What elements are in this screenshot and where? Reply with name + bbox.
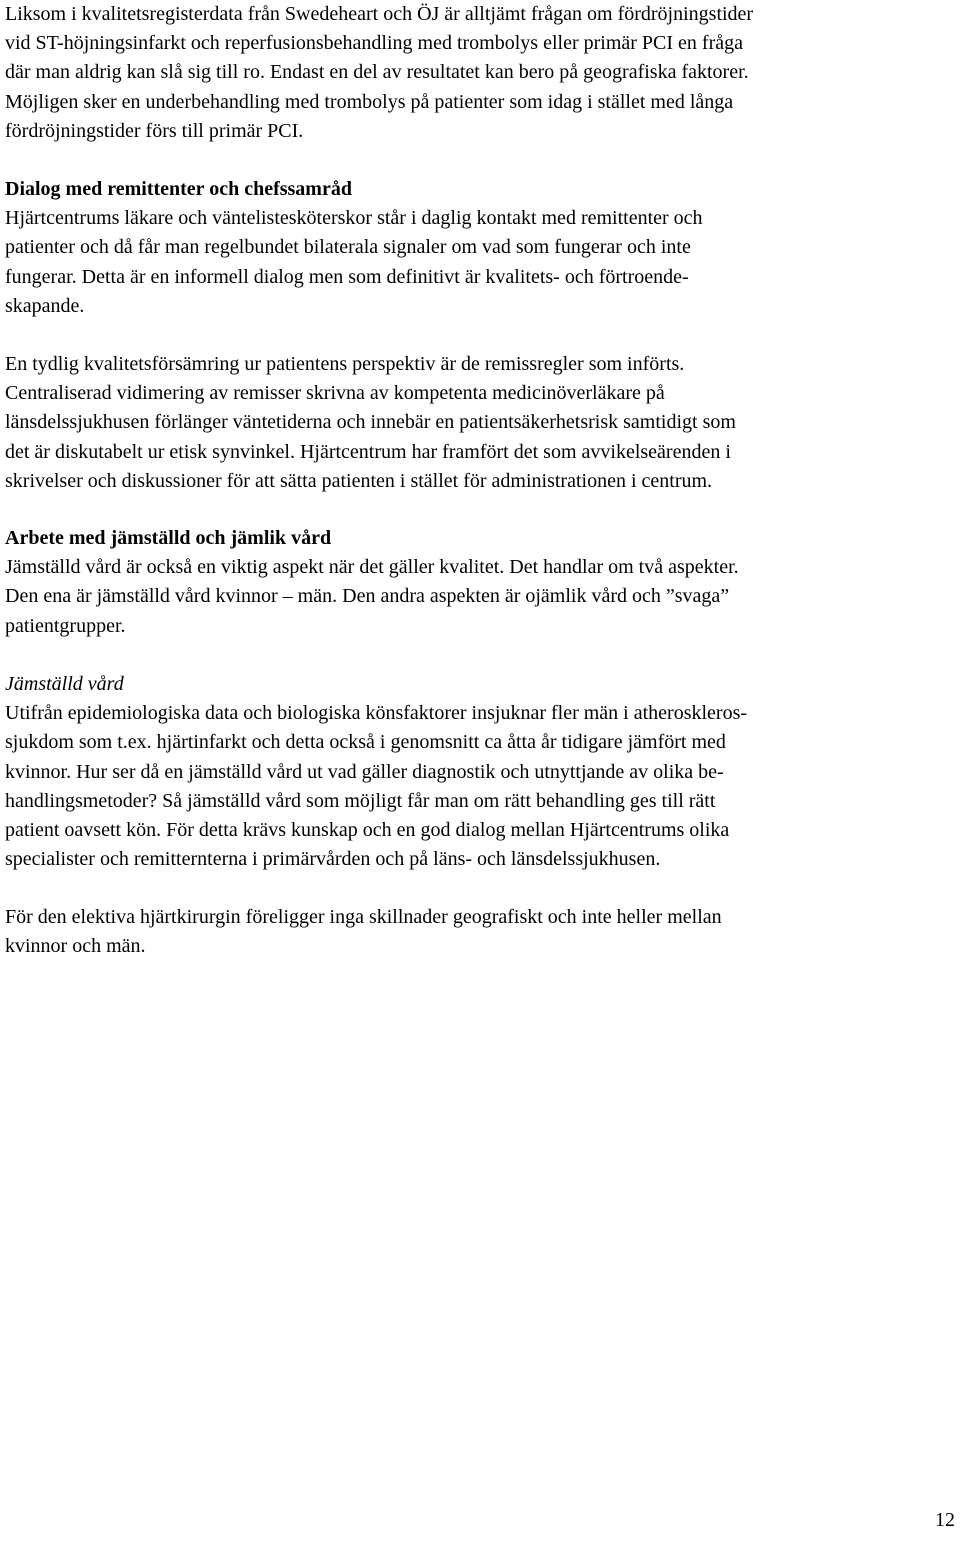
text-line: För den elektiva hjärtkirurgin föreligger inga skillnader geografiskt och inte heller mellan: [5, 906, 722, 928]
text-line: länsdelssjukhusen förlänger väntetiderna och innebär en patientsäkerhetsrisk samtidigt som: [5, 411, 736, 434]
paragraph-remissregler: [5, 350, 940, 496]
text-line: patientgrupper.: [5, 614, 126, 637]
text-line: fördröjningstider förs till primär PCI.: [5, 119, 304, 142]
text-line: patienter och då får man regelbundet bilaterala signaler om vad som fungerar och inte: [5, 236, 691, 259]
text-line: handlingsmetoder? Så jämställd vård som möjligt får man om rätt behandling ges till rätt: [5, 789, 716, 812]
text-line: Utifrån epidemiologiska data och biologiska könsfaktorer insjuknar fler män i atheroskleros-: [5, 702, 748, 725]
text-line: skrivelser och diskussioner för att sätta patienten i stället för administrationen i centrum.: [5, 469, 713, 492]
text-line: Möjligen sker en underbehandling med trombolys på patienter som idag i stället med långa: [5, 90, 734, 113]
page-number: 12: [935, 1509, 955, 1531]
section-dialog: [5, 175, 940, 321]
text-line: skapande.: [5, 294, 85, 317]
section-jamstalld-vard: [5, 670, 940, 874]
text-line: En tydlig kvalitetsförsämring ur patientens perspektiv är de remissregler som införts.: [5, 353, 685, 375]
text-line: vid ST-höjningsinfarkt och reperfusionsbehandling med trombolys eller primär PCI en fråga: [5, 32, 743, 55]
text-line: kvinnor och män.: [5, 935, 146, 958]
paragraph-fordrojningstider: [5, 0, 940, 146]
text-line: Centraliserad vidimering av remisser skrivna av kompetenta medicinöverläkare på: [5, 382, 665, 405]
text-line: där man aldrig kan slå sig till ro. Endast en del av resultatet kan bero på geografiska faktorer.: [5, 61, 749, 84]
text-line: patient oavsett kön. För detta krävs kunskap och en god dialog mellan Hjärtcentrums olika: [5, 819, 730, 842]
text-line: Den ena är jämställd vård kvinnor – män. Den andra aspekten är ojämlik vård och ”svaga”: [5, 585, 730, 608]
text-line: specialister och remitternterna i primärvården och på läns- och länsdelssjukhusen.: [5, 848, 661, 871]
text-line: sjukdom som t.ex. hjärtinfarkt och detta också i genomsnitt ca åtta år tidigare jämfört med: [5, 731, 726, 754]
text-line: Hjärtcentrums läkare och väntelistesköterskor står i daglig kontakt med remittenter och: [5, 207, 703, 230]
paragraph-hjartkirurgi: [5, 903, 940, 961]
document-page: [5, 0, 955, 1547]
subsection-heading-jamstalld-vard: Jämställd vård: [5, 673, 124, 695]
section-heading-jamstalld-jamlik: Arbete med jämställd och jämlik vård: [5, 527, 332, 549]
section-jamstalld-jamlik: [5, 524, 940, 641]
text-line: Liksom i kvalitetsregisterdata från Swedeheart och ÖJ är alltjämt frågan om fördröjningstider: [5, 3, 754, 25]
text-line: kvinnor. Hur ser då en jämställd vård ut vad gäller diagnostik och utnyttjande av olika be-: [5, 760, 724, 783]
text-line: det är diskutabelt ur etisk synvinkel. Hjärtcentrum har framfört det som avvikelseärenden i: [5, 440, 731, 463]
text-line: fungerar. Detta är en informell dialog men som definitivt är kvalitets- och förtroende-: [5, 265, 689, 288]
text-line: Jämställd vård är också en viktig aspekt när det gäller kvalitet. Det handlar om två aspekter.: [5, 556, 739, 579]
section-heading-dialog: Dialog med remittenter och chefssamråd: [5, 178, 352, 200]
